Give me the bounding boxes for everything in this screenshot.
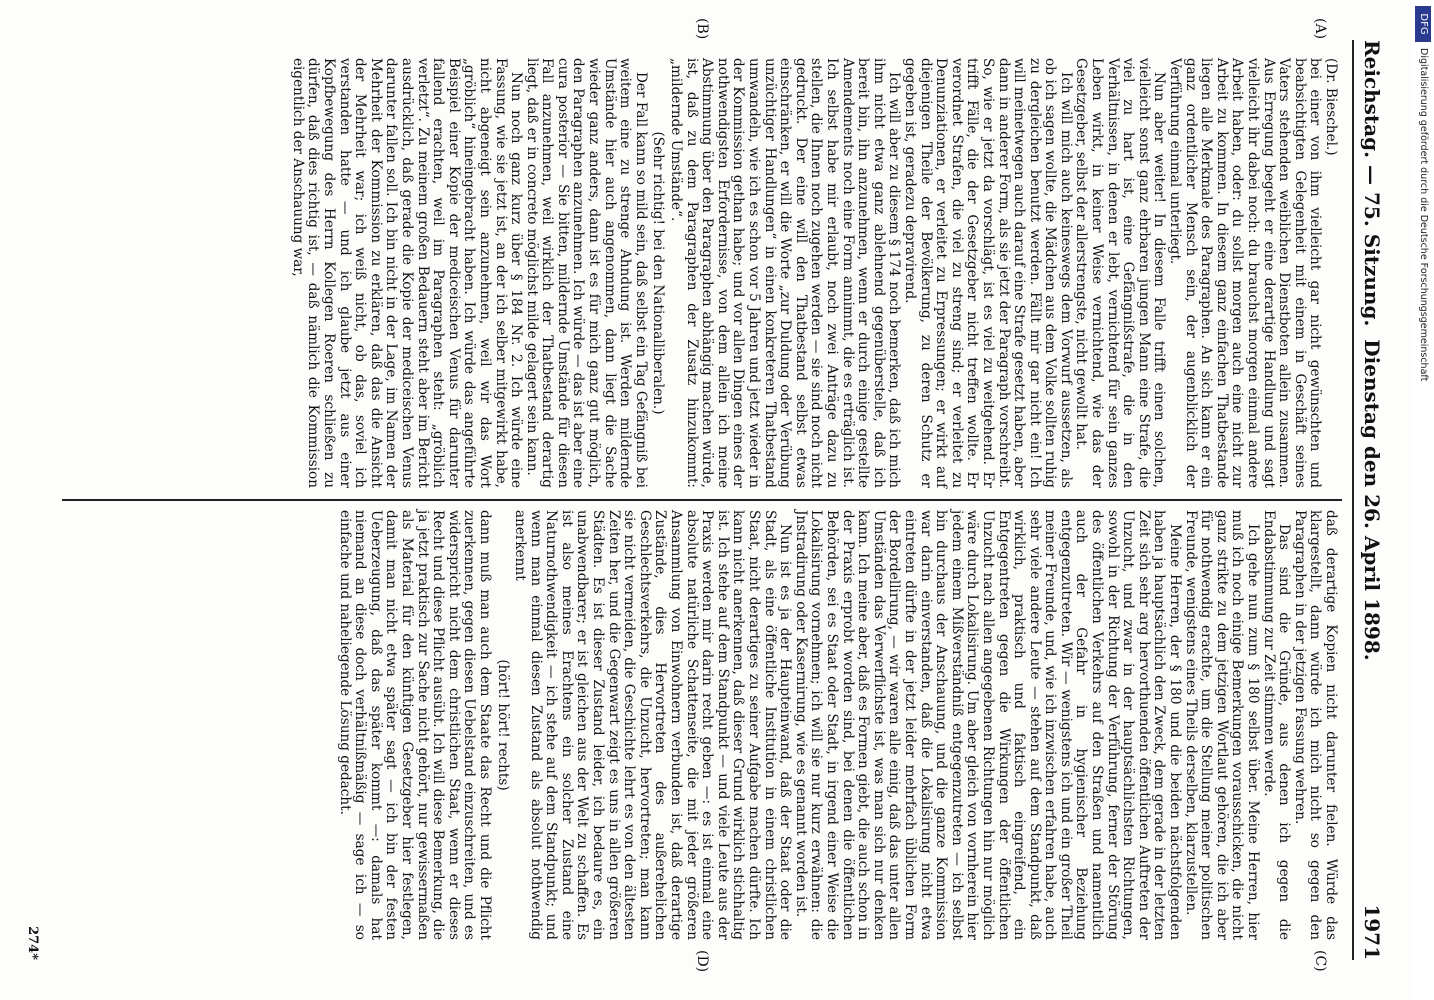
funding-note: Digitalisierung gefördert durch die Deutsche Forschungsgemeinschaft [1418, 48, 1429, 382]
dfg-logo-text: DFG [1418, 13, 1429, 35]
margin-marker-d: (D) [694, 950, 710, 973]
paragraph: Ich gehe nun zum § 180 selbst über. Meine Herren, hier muß ich noch einige Bemerkungen vorausschicken, die nicht ganz strikte zu dem jetzigen Wortlaut gehören, die ich aber für nothwendig erachte, um die Stellung meiner politischen Freunde, wenigstens eines Theils derselben, klarzustellen. [1182, 510, 1262, 940]
page-header [1352, 40, 1388, 960]
paragraph: Ich will mich auch keineswegs dem Vorwurf aussetzen, als ob ich sagen wollte, die Mädchen aus dem Volke sollten ruhig zu dergleichen benutzt werden. Fällt mir gar nicht ein! Ich will meinetwegen auch darauf eine Strafe gesetzt haben, aber dann in anderer Form, als sie jetzt der Paragraph vorschreibt. So, wie er jetzt da vorschlägt, ist es viel zu weitgehend. Er trifft Fälle, die der Gesetzgeber nicht treffen wollte. Er verordnet Strafen, die viel zu streng sind; er verleitet zu Denunziationen, er verleitet zu Erpressungen; er wirkt auf diejenigen Theile der Bevölkerung, zu deren Schutz er gegeben ist, geradezu depravirend. [901, 58, 1074, 488]
sheet-signature: 274* [25, 926, 40, 960]
header-date: Dienstag den 26. April 1898. [1360, 339, 1384, 661]
paragraph: Nun noch ganz kurz über § 184 Nr. 2. Ich würde eine Fassung, wie sie jetzt ist, an der ich selber mitgewirkt habe, nicht abgeneigt sein anzunehmen, weil wir das Wort „gröblich“ hineingebracht haben. Ich würde das angeführte Beispiel einer Kopie der mediceischen Venus für darunter fallend erachten, weil im Paragraphen steht: „gröblich verletzt“. Zu meinem großen Bedauern steht aber im Bericht ausdrücklich, daß gerade die Kopie der mediceischen Venus darunter fallen soll. Ich bin nicht in der Lage, im Namen der Mehrheit der Kommission zu erklären, daß das die Ansicht der Mehrheit war; ich weiß nicht, ob das, soviel ich verstanden hatte — und ich glaube jetzt aus einer Kopfbewegung des Herrn Kollegen Roeren schließen zu dürfen, daß dies richtig ist, — daß nämlich die Kommission eigentlich der Anschauung war, [289, 58, 525, 488]
paragraph: Der Fall kann so mild sein, daß selbst ein Tag Gefängniß bei weitem eine zu strenge Ahndung ist. Werden mildernde Umstände hier auch angenommen, dann liegt die Sache wieder ganz anders, dann ist es für mich ganz gut möglich, den Paragraphen anzunehmen. Ich würde — das ist aber eine cura posterior — Sie bitten, mildernde Umstände für diesen Fall anzunehmen, weil wirklich der Thatbestand derartig liegt, daß er in concreto möglichst milde gelagert sein kann. [523, 58, 649, 488]
speaker-label: (Dr. Bieschel.) [1323, 58, 1339, 156]
paragraph: daß derartige Kopien nicht darunter fielen. Würde das klargestellt, dann würde ich mich nicht so gegen den Paragraphen in der jetzigen Fassung wehren. [1291, 510, 1339, 940]
right-column [336, 510, 1338, 940]
left-column [289, 58, 1338, 488]
interjection: (Sehr richtig! bei den Nationalliberalen.) [650, 131, 667, 415]
paragraph: Nun ist es ja der Haupteinwand, daß der Staat oder die Stadt, als eine öffentliche Institution in einem christlichen Staat, nicht derartiges zu seiner Aufgabe machen dürfte. Ich kann nicht anerkennen, daß dieser Grund wirklich stichhaltig ist. Ich stehe auf dem Standpunkt — und viele Leute aus der Praxis werden mir darin recht geben —: es ist einmal eine absolute natürliche Schattenseite, die mit jeder größeren Ansammlung von Einwohnern verbunden ist, daß derartige Zustände, dies Hervortreten des außerehelichen Geschlechtsverkehrs, die Unzucht, hervortreten; man kann sie nicht vermeiden, die Geschichte lehrt es von den ältesten Zeiten her, und die Gegenwart zeigt es uns in allen größeren Städten. Es ist dieser Zustand leider, ich bedaure es, ein unabwendbarer; er ist gleichen aus der Welt zu schaffen. Es ist also meines Erachtens ein solcher Zustand eine Naturnothwendigkeit — ich stehe auf dem Standpunkt; und wenn man einmal diesen Zustand als absolut nothwendig anerkennt [512, 510, 794, 940]
paragraph: Meine Herren, der § 180 und die beiden nächstfolgenden haben ja hauptsächlich den Zweck, dem gerade in der letzten Zeit sich sehr arg hervorthuenden öffentlichen Auftreten der Unzucht, und zwar in der hauptsächlichsten Richtungen, sowohl in der Richtung der Verführung, ferner der Störung des öffentlichen Verkehrs auf den Straßen und namentlich auch der Gefahr in hygienischer Beziehung entgegenzutreten. Wir — wenigstens ich und ein großer Theil meiner Freunde, und, wie ich inzwischen erfahren habe, auch sehr viele andere Leute — stehen auf dem Standpunkt, daß wirklich, praktisch und faktisch eingreifend, ein Entgegentreten gegen die Wirkungen der öffentlichen Unzucht nach allen angegebenen Richtungen hin nur möglich wäre durch Lokalisirung. Um aber gleich von vornherein hier jedem einem Mißverständniß entgegenzutreten — ich selbst bin durchaus der Anschauung, und die ganze Kommission war darin einverstanden, daß die Lokalisirung nicht etwa eintreten dürfte in der jetzt leider mehrfach üblichen Form der Bordellirung, — wir waren alle einig, daß das unter allen Umständen das Verwerflichste ist, was man sich nur denken kann. Ich meine aber, daß es Formen giebt, die auch schon in der Praxis erprobt worden sind, bei denen die öffentlichen Behörden, sei es Staat oder Stadt, in irgend einer Weise die Lokalisirung vornehmen; ich will sie nur kurz erwähnen: die Jnstradirung oder Kasernirung, wie es genannt worden ist. [792, 510, 1184, 940]
page-number: 1971 [1360, 904, 1384, 960]
paragraph: Nun aber weiter! In diesem Falle trifft einen solchen, vielleicht sonst ganz ehrbaren jungen Mann eine Strafe, die viel zu hart ist, eine Gefängnißstrafe, die in den Verhältnissen, in denen er lebt, vernichtend für sein ganzes Leben wirkt, in keiner Weise vernichtend, wie das der Gesetzgeber, selbst der allerstrengste, nicht gewollt hat. [1073, 58, 1168, 488]
funding-stamp [1412, 0, 1434, 1000]
header-left: Reichstag. — 75. Sitzung. [1360, 40, 1384, 327]
dfg-logo [1415, 6, 1431, 42]
interjection: (hört! hört! rechts) [494, 659, 511, 791]
paragraph: dann muß man auch dem Staate das Recht und die Pflicht zuerkennen, gegen diesen Uebelstand einzuschreiten, und es widerspricht nicht dem christlichen Staat, wenn er dieses Recht und diese Pflicht ausübt. Ich will diese Bemerkung, die ja jetzt praktisch zur Sache nicht gehört, nur gewissermaßen als Material für den künftigen Gesetzgeber hier festlegen, damit man nicht etwa später sagt — ich bin der festen Ueberzeugung, daß das später kommt —: damals hat niemand an diese doch verhältnißmäßig — sage ich — so einfache und naheliegende Lösung gedacht. [336, 510, 493, 940]
margin-marker-c: (C) [1312, 950, 1328, 972]
paragraph: Ich will aber zu diesem § 174 noch bemerken, daß ich mich ihm nicht etwa ganz ablehnend gegenüberstelle, daß ich bereit bin, ihn anzunehmen, wenn er durch einige gestellte Amendements noch eine Form annimmt, die es erträglich ist. Ich selbst habe mir erlaubt, noch zwei Anträge dazu zu stellen, die Ihnen noch zugehen werden — sie sind noch nicht gedruckt. Der eine will den Thatbestand selbst etwas einschränken, er will die Worte „zur Duldung oder Verübung unzüchtiger Handlungen“ in einen konkreteren Thatbestand umwandeln, wie ich es schon vor 5 Jahren und jetzt wieder in der Kommission gethan habe; und vor allen Dingen eines der nothwendigsten Erfordernisse, von dem allein ich meine Abstimmung über den Paragraphen abhängig machen würde, ist, daß zu dem Paragraphen der Zusatz hinzukommt: „mildernde Umstände“. [668, 58, 903, 488]
margin-marker-b: (B) [694, 18, 710, 40]
margin-marker-a: (A) [1312, 18, 1328, 40]
column-divider [62, 499, 1342, 501]
paragraph: bei einer von ihm vielleicht gar nicht gewünschten und beabsichtigten Gelegenheit mit einem in Geschäft seines Vaters stehenden weiblichen Dienstboten allein zusammen. Aus Erregung begeht er eine derartige Handlung und sagt vielleicht ihr dabei noch: du brauchst morgen einmal andere Arbeit haben, oder: du sollst morgen auch eine nicht zur Arbeit zu kommen. In diesem ganz einfachen Thatbestande liegen alle Merkmale des Paragraphen. An sich kann er ein ganz ordentlicher Mensch sein, der augenblicklich der Verführung einmal unterliegt. [1167, 58, 1324, 488]
paragraph: Das sind die Gründe, aus denen ich gegen die Endabstimmung zur Zeit stimmen werde. [1260, 510, 1293, 940]
